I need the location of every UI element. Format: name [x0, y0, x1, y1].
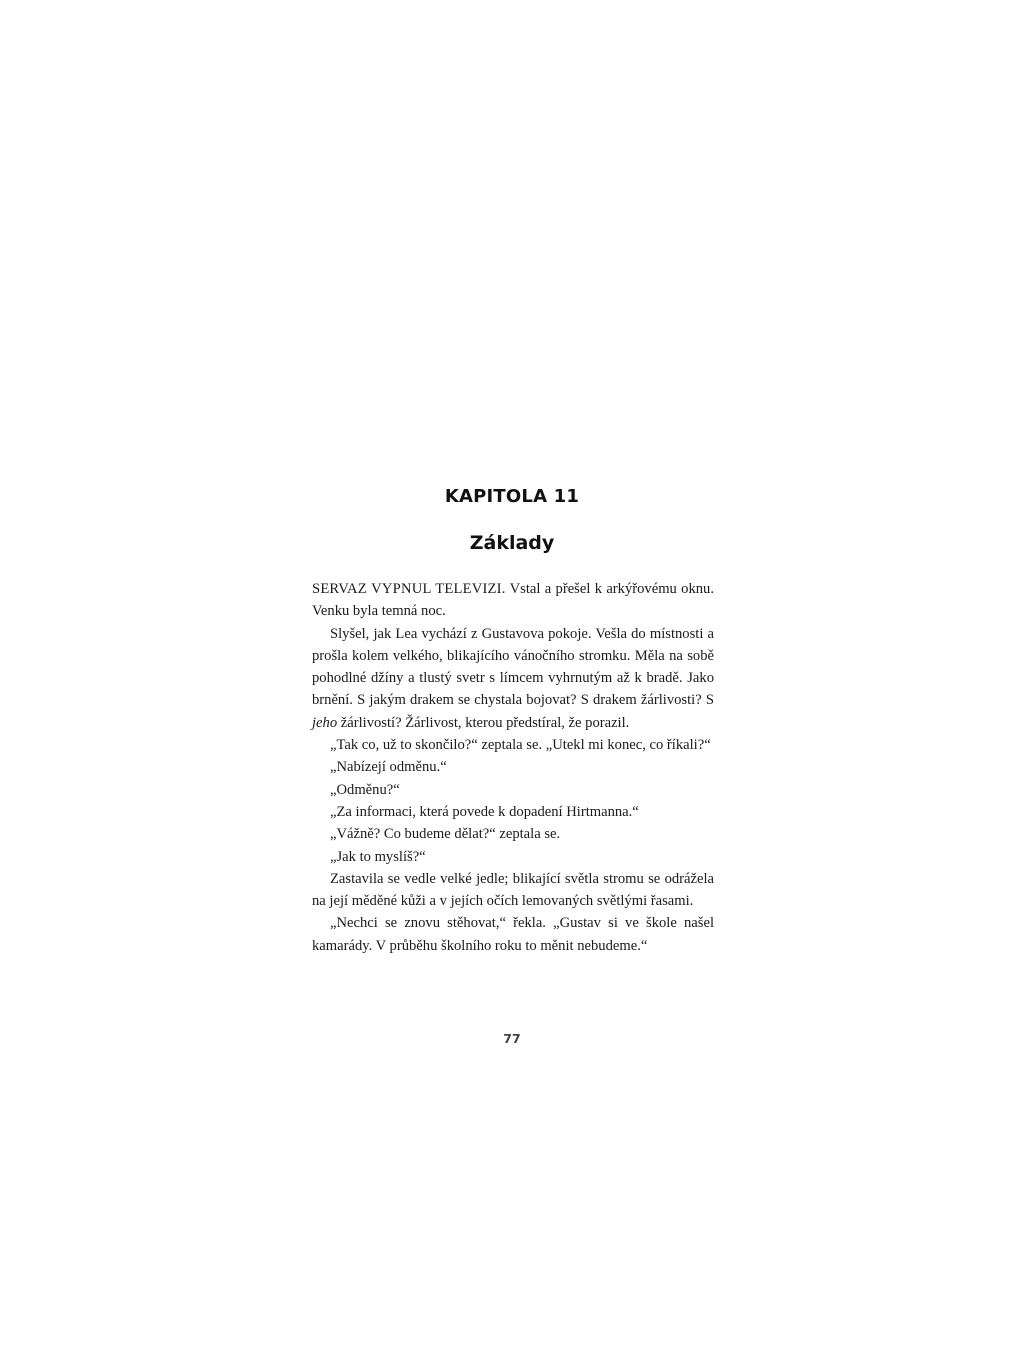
paragraph: „Jak to myslíš?“: [330, 848, 426, 865]
chapter-heading: KAPITOLA 11: [444, 486, 580, 507]
paragraph: [312, 578, 714, 623]
paragraph: „Vážně? Co budeme dělat?“ zeptala se.: [330, 826, 561, 843]
paragraph-text: Slyšel, jak Lea vychází z Gustavova pokoje. Vešla do místnosti a prošla kolem velkého, blikajícího vánočního stromku. Měla na sobě pohodlné džíny a tlustý svetr s límcem vyhrnutým až k bradě. Jako brnění. S jakým drakem se chystala bojovat? S drakem žárlivosti? S: [312, 625, 714, 709]
opening-caps: SERVAZ VYPNUL TELEVIZI.: [312, 581, 506, 597]
page-number: 77: [503, 1031, 521, 1046]
paragraph: „Za informaci, která povede k dopadení Hirtmanna.“: [330, 803, 639, 820]
paragraph: „Tak co, už to skončilo?“ zeptala se. „Utekl mi konec, co říkali?“: [330, 737, 711, 754]
paragraph: [312, 623, 714, 734]
emphasis-text: jeho: [312, 714, 338, 731]
paragraph-text: žárlivostí? Žárlivost, kterou předstíral, že porazil.: [337, 714, 630, 731]
paragraph: Zastavila se vedle velké jedle; blikající světla stromu se odrážela na její měděné kůži a v jejích očích lemovaných světlými řasami.: [312, 870, 714, 910]
paragraph: „Nabízejí odměnu.“: [330, 759, 447, 776]
paragraph: „Odměnu?“: [330, 781, 400, 798]
body-text: [312, 578, 714, 957]
chapter-title: Základy: [469, 532, 555, 554]
paragraph-text: Vstal a přešel k arkýřovému oknu. Venku byla temná noc.: [312, 581, 715, 620]
paragraph: „Nechci se znovu stěhovat,“ řekla. „Gustav si ve škole našel kamarády. V průběhu školního roku to měnit nebudeme.“: [312, 915, 714, 954]
